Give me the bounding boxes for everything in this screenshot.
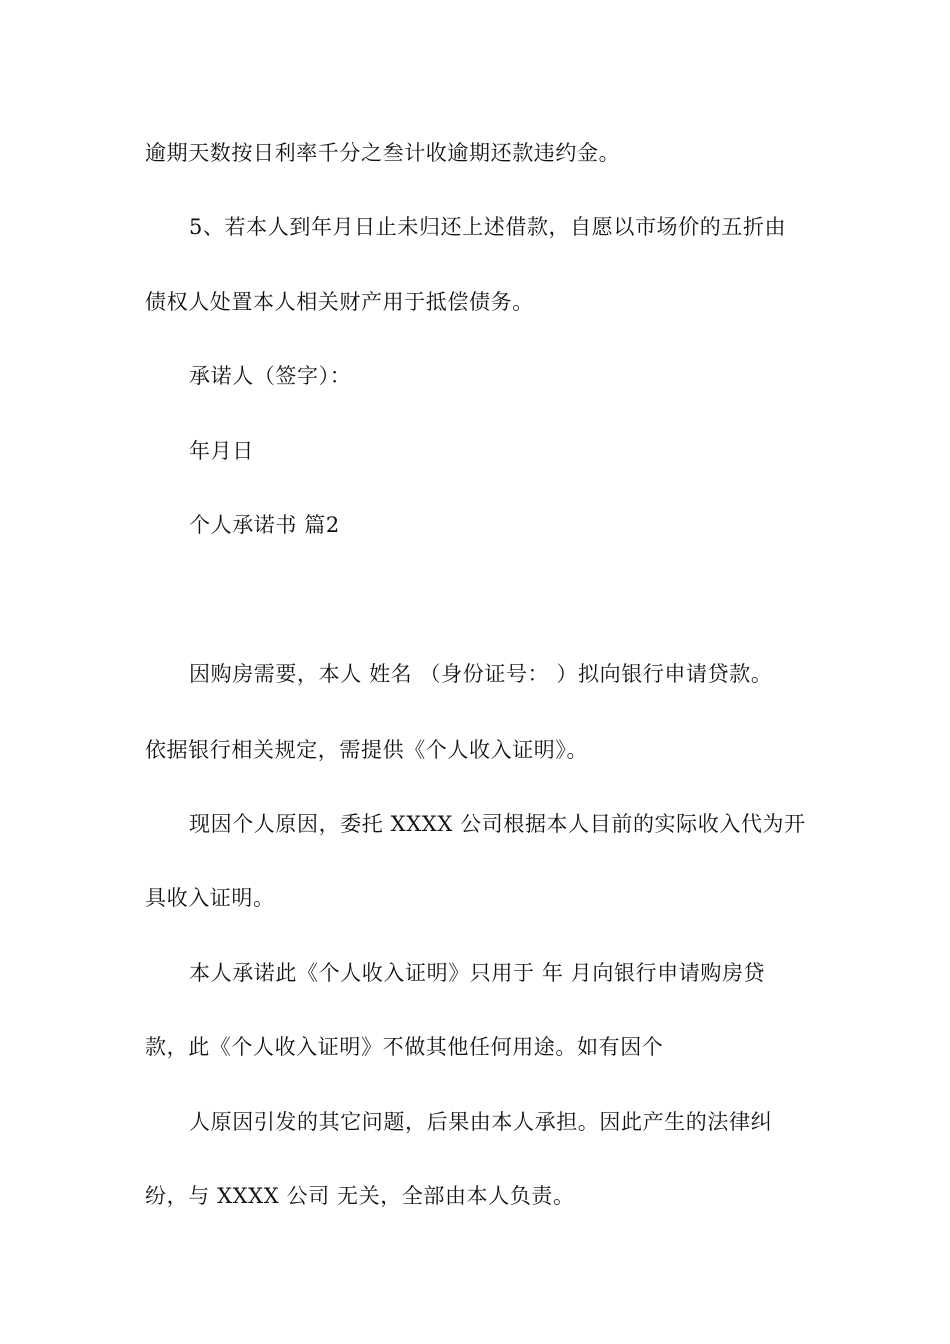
paragraph-line: 款，此《个人收入证明》不做其他任何用途。如有因个	[145, 1035, 664, 1059]
paragraph-line: 债权人处置本人相关财产用于抵偿债务。	[145, 290, 534, 314]
paragraph-line: 依据银行相关规定，需提供《个人收入证明》。	[145, 738, 589, 762]
paragraph-line: 因购房需要，本人 姓名 （身份证号： ）拟向银行申请贷款。	[189, 662, 773, 686]
paragraph-line: 现因个人原因，委托 XXXX 公司根据本人目前的实际收入代为开	[189, 812, 806, 836]
paragraph-line: 具收入证明。	[145, 886, 275, 910]
section-heading: 个人承诺书 篇2	[189, 513, 340, 537]
paragraph-line: 本人承诺此《个人收入证明》只用于 年 月向银行申请购房贷	[189, 961, 766, 985]
signature-label: 承诺人（签字）：	[189, 364, 352, 388]
paragraph-line: 纷，与 XXXX 公司 无关，全部由本人负责。	[145, 1184, 575, 1208]
paragraph-line: 人原因引发的其它问题，后果由本人承担。因此产生的法律纠	[189, 1110, 773, 1134]
date-label: 年月日	[189, 439, 254, 463]
paragraph-line: 5、若本人到年月日止未归还上述借款，自愿以市场价的五折由	[189, 215, 787, 239]
paragraph-line: 逾期天数按日利率千分之叁计收逾期还款违约金。	[145, 141, 621, 165]
